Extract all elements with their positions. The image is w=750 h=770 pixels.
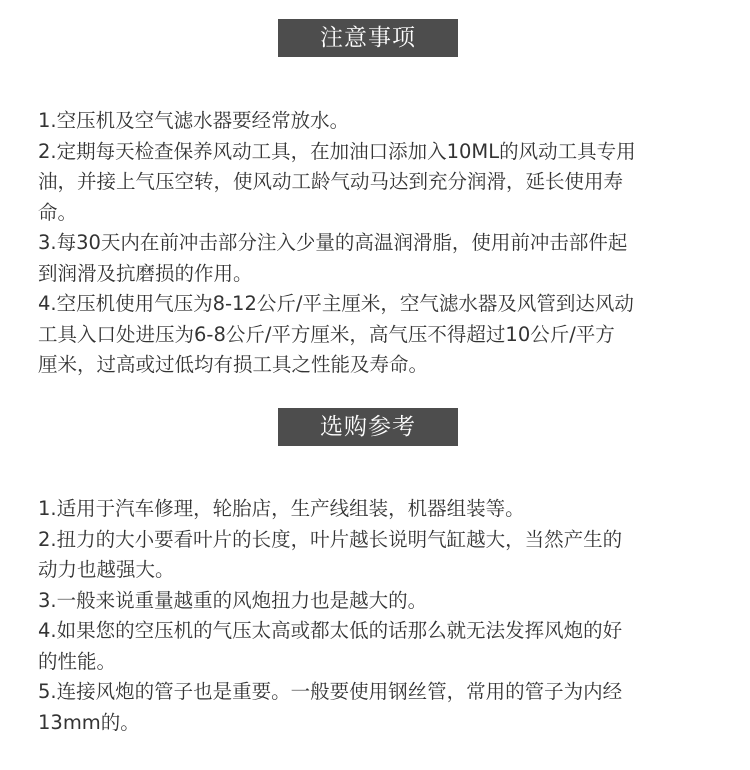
text-line: 4.如果您的空压机的气压太高或都太低的话那么就无法发挥风炮的好 <box>38 619 623 642</box>
text-line: 1.适用于汽车修理，轮胎店，生产线组装，机器组装等。 <box>38 497 525 520</box>
text-line: 油，并接上气压空转，使风动工龄气动马达到充分润滑，延长使用寿 <box>38 170 624 193</box>
text-line: 动力也越强大。 <box>38 558 175 581</box>
text-line: 3.一般来说重量越重的风炮扭力也是越大的。 <box>38 588 428 612</box>
text-line: 厘米，过高或过低均有损工具之性能及寿命。 <box>38 353 429 376</box>
text-line: 工具入口处进压为6-8公斤/平方厘米，高气压不得超过10公斤/平方 <box>38 322 615 346</box>
text-line: 2.扭力的大小要看叶片的长度，叶片越长说明气缸越大，当然产生的 <box>38 527 623 551</box>
text-line: 命。 <box>38 200 78 224</box>
section-title-precautions: 注意事项 <box>278 19 458 57</box>
text-line: 4.空压机使用气压为8-12公斤/平主厘米，空气滤水器及风管到达风动 <box>38 292 634 315</box>
text-line: 到润滑及抗磨损的作用。 <box>38 261 253 285</box>
section-title-buying-guide: 选购参考 <box>278 408 458 446</box>
text-line: 3.每30天内在前冲击部分注入少量的高温润滑脂，使用前冲击部件起 <box>38 231 628 254</box>
text-line: 2.定期每天检查保养风动工具，在加油口添加入10ML的风动工具专用 <box>38 139 636 163</box>
text-line: 的性能。 <box>38 649 117 673</box>
text-line: 5.连接风炮的管子也是重要。一般要使用钢丝管，常用的管子为内经 <box>38 680 623 703</box>
text-line: 13mm的。 <box>38 710 140 734</box>
buying-guide-text <box>38 494 718 738</box>
precautions-text <box>38 106 718 381</box>
text-line: 1.空压机及空气滤水器要经常放水。 <box>38 109 350 132</box>
